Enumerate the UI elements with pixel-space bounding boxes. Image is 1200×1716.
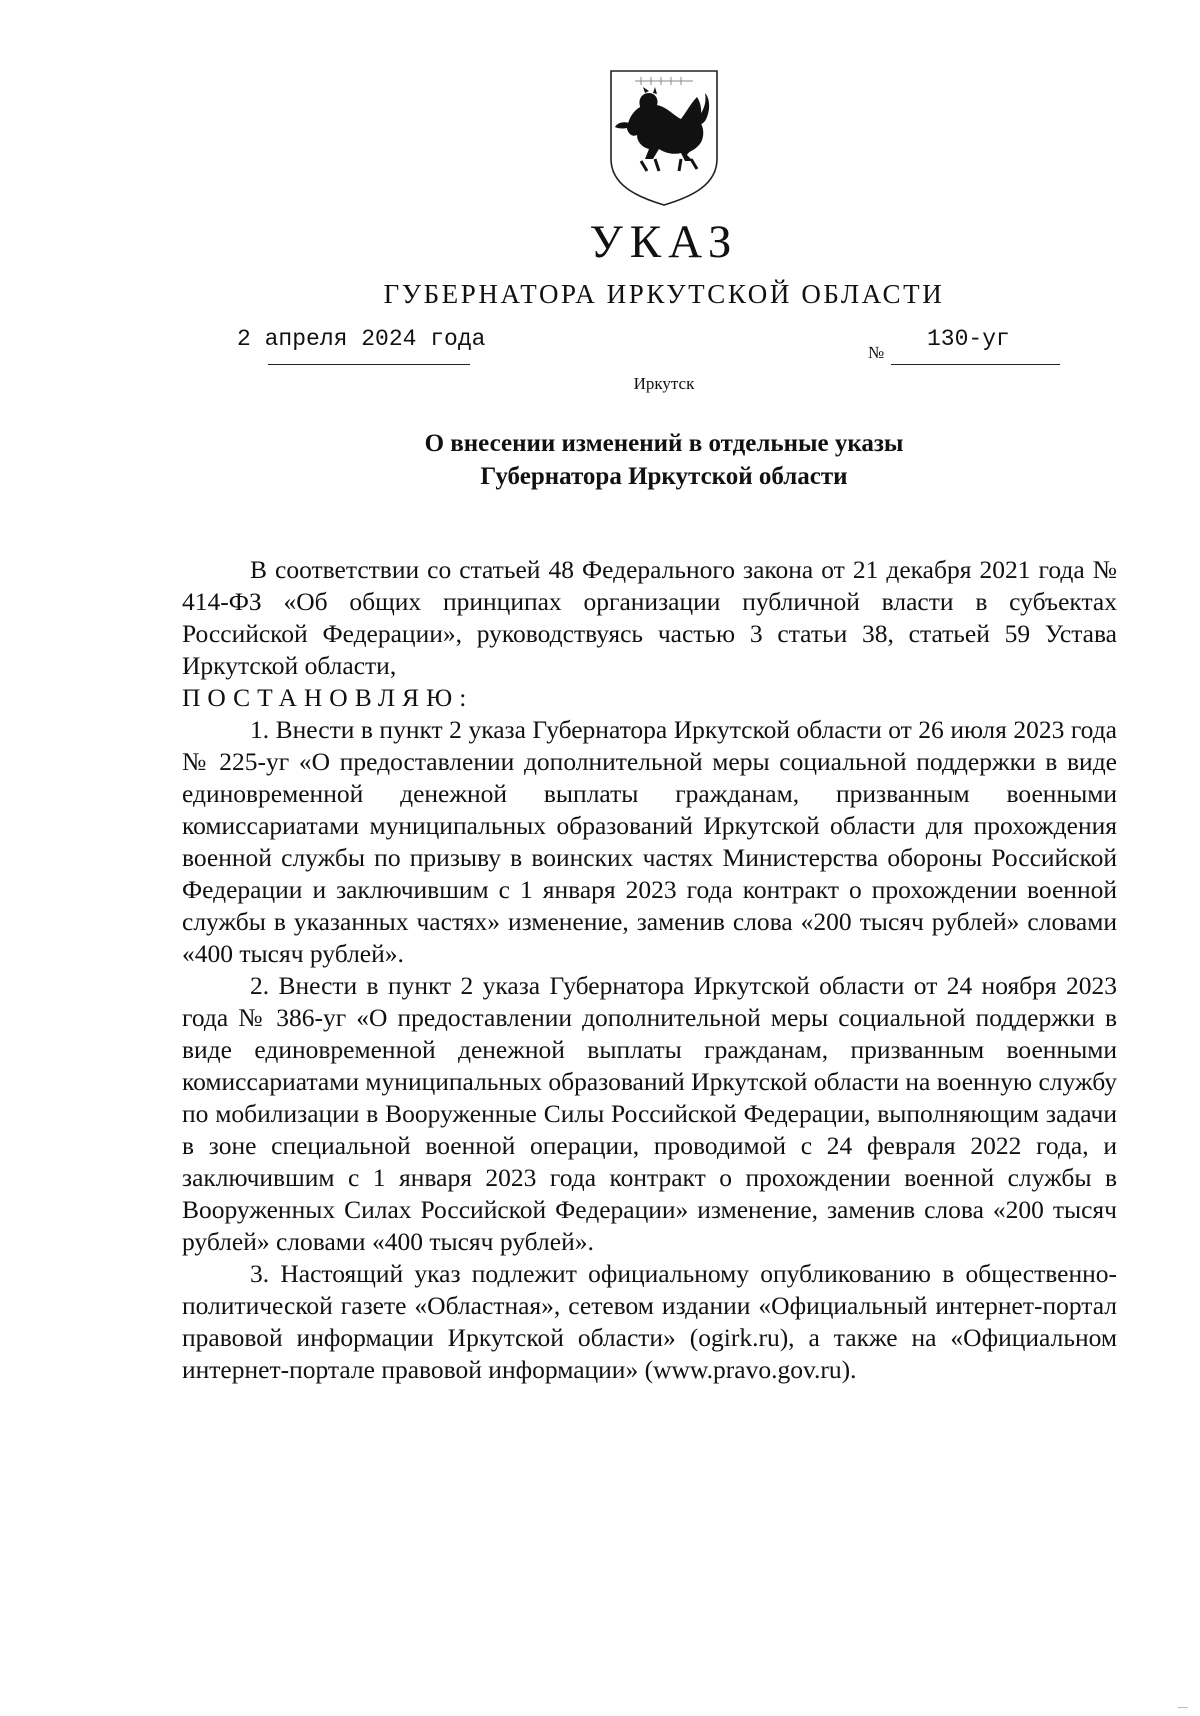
- document-issuer: ГУБЕРНАТОРА ИРКУТСКОЙ ОБЛАСТИ: [383, 279, 945, 309]
- document-date: 2 апреля 2024 года: [237, 326, 486, 352]
- clause-3: 3. Настоящий указ подлежит официальному опубликованию в общественно-политической газете «Областная», сетевом издании «Официальный интернет-портал правовой информации Иркутской области» (ogirk.ru), а также на «Официальном интернет-портале правовой информации» (www.pravo.gov.ru).: [182, 1259, 1117, 1384]
- document-title: УКАЗ: [589, 216, 739, 268]
- heading-line-1: О внесении изменений в отдельные указы: [424, 430, 904, 457]
- irkutsk-coat-of-arms-icon: [607, 67, 721, 207]
- clause-2: 2. Внести в пункт 2 указа Губернатора Иркутской области от 24 ноября 2023 года № 386-уг «О предоставлении дополнительной меры социальной поддержки в виде единовременной денежной выплаты гражданам, призванным военными комиссариатами муниципальных образований Иркутской области на военную службу по мобилизации в Вооруженные Силы Российской Федерации, выполняющим задачи в зоне специальной военной операции, проводимой с 24 февраля 2022 года, и заключившим с 1 января 2023 года контракт о прохождении военной службы в Вооруженных Силах Российской Федерации» изменение, заменив слова «200 тысяч рублей» словами «400 тысяч рублей».: [182, 971, 1117, 1256]
- clause-1: 1. Внести в пункт 2 указа Губернатора Иркутской области от 26 июля 2023 года № 225-уг «О предоставлении дополнительной меры социальной поддержки в виде единовременной денежной выплаты гражданам, призванным военными комиссариатами муниципальных образований Иркутской области для прохождения военной службы по призыву в воинских частях Министерства обороны Российской Федерации и заключившим с 1 января 2023 года контракт о прохождении военной службы в указанных частях» изменение, заменив слова «200 тысяч рублей» словами «400 тысяч рублей».: [182, 715, 1117, 968]
- decree-word: ПОСТАНОВЛЯЮ:: [182, 683, 474, 712]
- preamble-paragraph: В соответствии со статьей 48 Федерального закона от 21 декабря 2021 года № 414-ФЗ «Об общих принципах организации публичной власти в субъектах Российской Федерации», руководствуясь частью 3 статьи 38, статьей 59 Устава Иркутской области,: [182, 555, 1117, 680]
- document-body: [182, 554, 1117, 1386]
- document-city: Иркутск: [633, 374, 695, 393]
- document-number: 130-уг: [927, 326, 1010, 352]
- number-sign: №: [868, 343, 885, 362]
- heading-line-2: Губернатора Иркутской области: [480, 463, 848, 490]
- scan-artifact: [1178, 1707, 1188, 1708]
- document-heading: [0, 427, 1200, 493]
